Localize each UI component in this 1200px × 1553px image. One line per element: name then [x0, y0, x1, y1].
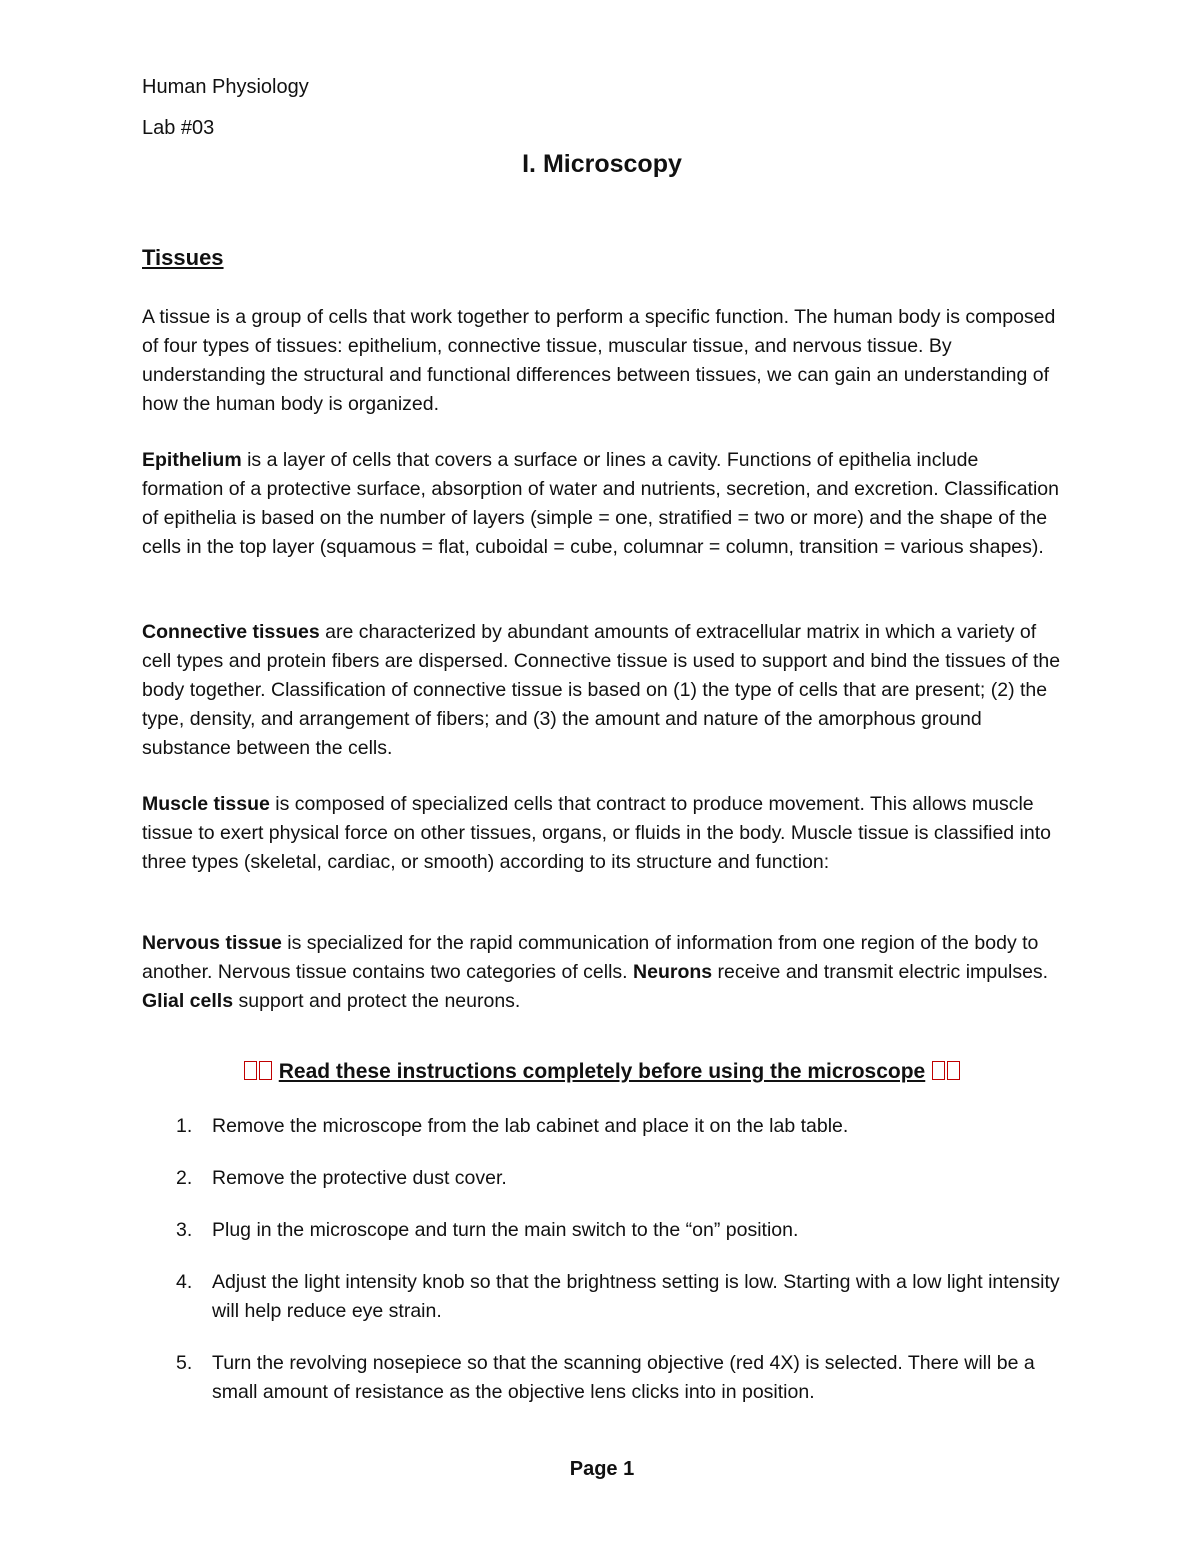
step-text: Remove the microscope from the lab cabinet and place it on the lab table. — [212, 1115, 849, 1137]
term-muscle-tissue: Muscle tissue — [142, 793, 270, 815]
step-number: 5. — [176, 1352, 193, 1374]
warning-text: Read these instructions completely before using the microscope — [278, 1060, 926, 1083]
page-title: I. Microscopy — [522, 150, 682, 178]
connective-text: are characterized by abundant amounts of extracellular matrix in which a variety of cell types and protein fibers are dispersed. Connective tissue is used to support and bind the tissues of the body together. Classification of connective tissue is based on (1) the type of cells that are present; (2) the type, density, and arrangement of fibers; and (3) the amount and nature of the amorphous ground substance between the cells. — [142, 621, 1061, 759]
nervous-text-3: support and protect the neurons. — [233, 990, 521, 1012]
warning-icon — [259, 1061, 272, 1080]
step-text: Turn the revolving nosepiece so that the scanning objective (red 4X) is selected. There will be a small amount of resistance as the objective lens clicks into in position. — [212, 1352, 1035, 1403]
term-nervous-tissue: Nervous tissue — [142, 932, 282, 954]
step-number: 4. — [176, 1271, 193, 1293]
term-connective-tissues: Connective tissues — [142, 621, 320, 643]
step-number: 2. — [176, 1167, 193, 1189]
epithelium-text: is a layer of cells that covers a surface or lines a cavity. Functions of epithelia include formation of a protective surface, absorption of water and nutrients, secretion, and excretion. Classification of epithelia is based on the number of layers (simple = one, stratified = two or more) and the shape of the cells in the top layer (squamous = flat, cuboidal = cube, columnar = column, transition = various shapes). — [142, 449, 1059, 558]
course-name: Human Physiology — [142, 76, 309, 98]
term-epithelium: Epithelium — [142, 449, 242, 471]
nervous-text-2: receive and transmit electric impulses. — [712, 961, 1049, 983]
section-heading-tissues: Tissues — [142, 245, 224, 270]
document-page — [142, 0, 1062, 1553]
step-number: 3. — [176, 1219, 193, 1241]
warning-banner — [142, 1057, 1062, 1087]
instruction-list — [142, 1112, 1062, 1430]
lab-number: Lab #03 — [142, 117, 215, 139]
warning-icon — [244, 1061, 257, 1080]
nervous-text-1: is specialized for the rapid communication of information from one region of the body to another. Nervous tissue contains two categories of cells. — [142, 932, 1039, 983]
list-item — [142, 1112, 1062, 1141]
paragraph-intro: A tissue is a group of cells that work together to perform a specific function. The human body is composed of four types of tissues: epithelium, connective tissue, muscular tissue, and nervous tissue. By understanding the structural and functional differences between tissues, we can gain an understanding of how the human body is organized. — [142, 306, 1056, 415]
paragraph-nervous — [142, 929, 1062, 1016]
muscle-text: is composed of specialized cells that contract to produce movement. This allows muscle tissue to exert physical force on other tissues, organs, or fluids in the body. Muscle tissue is classified into three types (skeletal, cardiac, or smooth) according to its structure and function: — [142, 793, 1051, 873]
list-item — [142, 1349, 1062, 1407]
warning-icon — [947, 1061, 960, 1080]
step-text: Remove the protective dust cover. — [212, 1167, 507, 1189]
page-number: Page 1 — [569, 1458, 635, 1480]
paragraph-connective — [142, 618, 1062, 763]
step-text: Adjust the light intensity knob so that the brightness setting is low. Starting with a low light intensity will help reduce eye strain. — [212, 1271, 1060, 1322]
paragraph-muscle — [142, 790, 1062, 877]
list-item — [142, 1164, 1062, 1193]
term-neurons: Neurons — [633, 961, 713, 983]
warning-icon — [932, 1061, 945, 1080]
paragraph-epithelium — [142, 446, 1062, 562]
term-glial-cells: Glial cells — [142, 990, 234, 1012]
list-item — [142, 1216, 1062, 1245]
step-number: 1. — [176, 1115, 193, 1137]
step-text: Plug in the microscope and turn the main switch to the “on” position. — [212, 1219, 799, 1241]
list-item — [142, 1268, 1062, 1326]
